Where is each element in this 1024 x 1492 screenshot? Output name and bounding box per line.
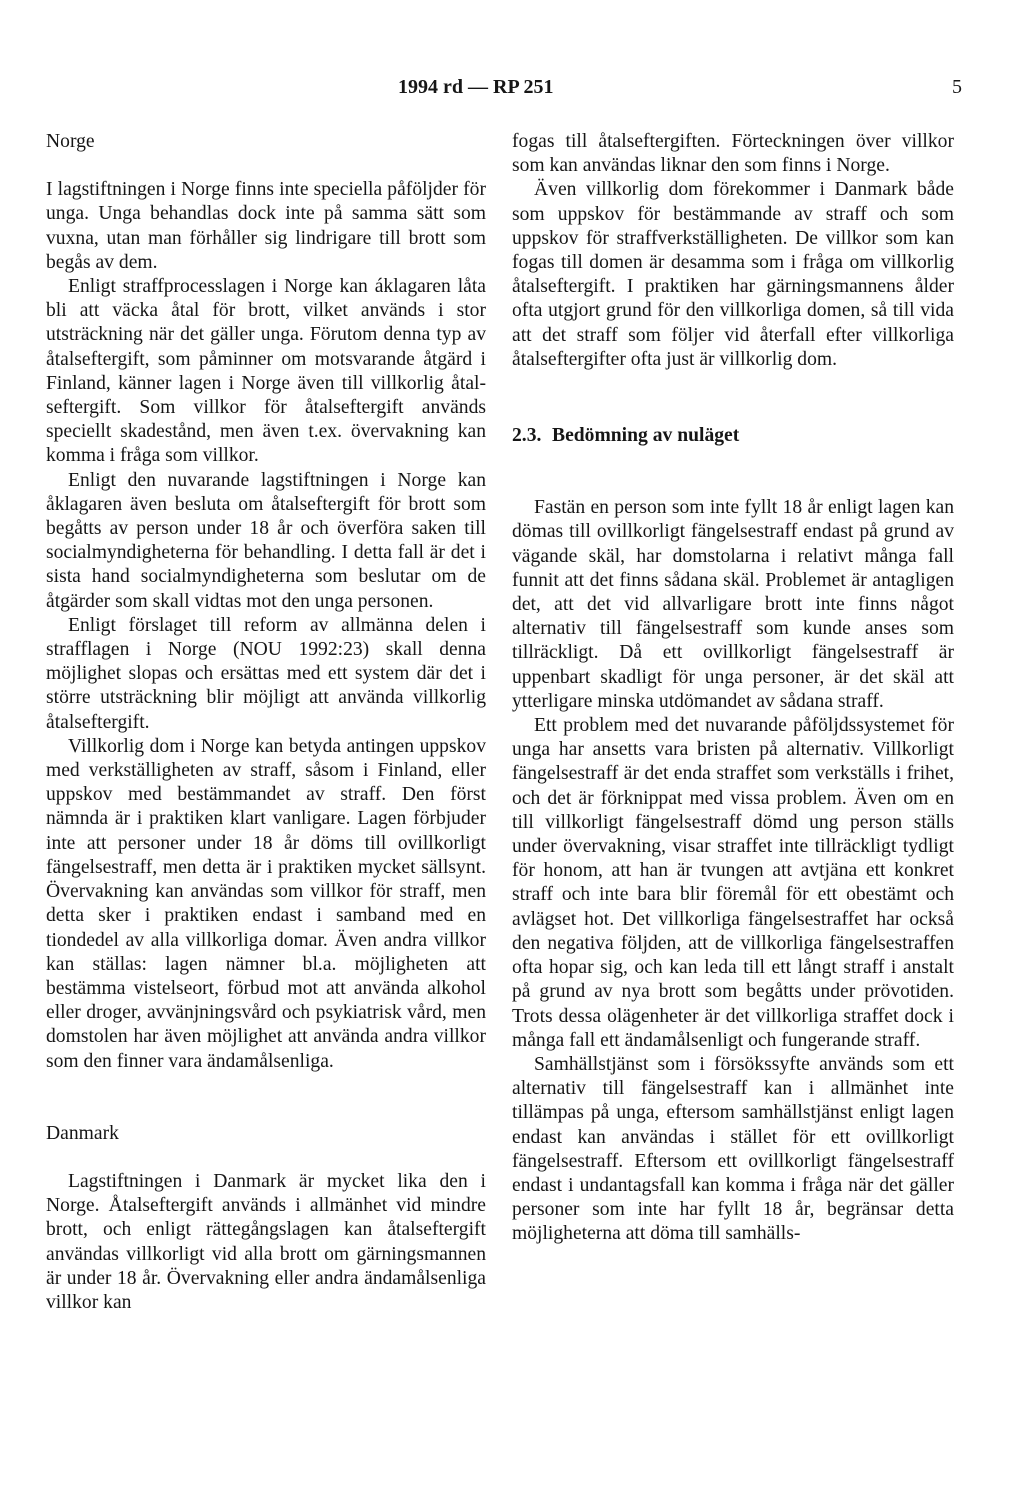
danmark-paragraph: Lagstiftningen i Danmark är mycket lika den i Norge. Åtalseftergift används i allmänhet vid mindre brott, och enligt rättegångslagen kan åtalseftergift användas villkorligt vid alla brott om gärningsmannen är under 18 år. Övervakning eller andra ändamålsenliga villkor kan xyxy=(46,1170,486,1313)
section-number: 2.3. xyxy=(512,425,542,447)
heading-danmark: Danmark xyxy=(46,1122,119,1144)
page-number: 5 xyxy=(952,76,962,98)
running-title: 1994 rd — RP 251 xyxy=(398,76,554,98)
left-column xyxy=(46,130,486,1315)
page-header xyxy=(0,76,1024,102)
section-paragraph: Ett problem med det nuvarande påföljdssystemet för unga har ansetts vara bristen på alternativ. Villkorligt fängelsestraff är det enda straffet som verkställs i frihet, och det är förknippat med vissa problem. Även om en till villkorligt fängelsestraff dömd ung person ställs under övervakning, visar straffet inte tillräckligt tydligt för honom, att han är tvungen att avtjäna ett konkret straff och inte bara blir föremål för ett obestämt och avlägset hot. Det villkorliga fängelsestraffet har också den negativa följden, att de villkorliga fängelsestraffen ofta hopar sig, och kan leda till ett långt straff i anstalt på grund av nya brott som begåtts under prövotiden. Trots dessa olägenheter är det villkorliga straffet dock i många fall ett ändamålsenligt och fungerande straff. xyxy=(512,715,954,1051)
norge-paragraph: I lagstiftningen i Norge finns inte speciella påföljder för unga. Unga behandlas dock inte på samma sätt som vuxna, utan man förhåller sig lindrigare till brott som begås av dem. xyxy=(46,179,486,273)
continued-paragraph: fogas till åtalseftergiften. Förteckningen över villkor som kan användas liknar den som finns i Norge. xyxy=(512,131,954,177)
section-title: Bedömning av nuläget xyxy=(552,425,740,447)
section-paragraph: Samhällstjänst som i försökssyfte används som ett alternativ till fängelsestraff kan i allmänhet inte tillämpas på unga, eftersom samhällstjänst enligt lagen endast kan användas i stället för ett ovillkorligt fängelsestraff. Eftersom ett ovillkorligt fängelsestraff endast i undantagsfall kan komma i fråga när det gäller personer som inte har fyllt 18 år, begränsar detta möjligheterna att döma till samhälls- xyxy=(512,1053,954,1245)
norge-paragraph: Enligt den nuvarande lagstiftningen i Norge kan åklagaren även besluta om åtalseftergift för brott som begåtts av person under 18 år och överföra saken till socialmyndigheterna för behandling. I detta fall är det i sista hand socialmyndigheterna som beslutar om de åtgärder som skall vidtas mot den unga personen. xyxy=(46,469,486,612)
section-heading xyxy=(512,424,954,448)
continued-paragraph: Även villkorlig dom förekommer i Danmark både som uppskov för bestämmande av straff och som uppskov för straffverkställigheten. De villkor som kan fogas till domen är desamma som i fråga om villkorlig åtalseftergift. I praktiken har gärningsmannens ålder ofta utgjort grund för den villkorliga domen, så till vida att det straff som följer vid återfall efter villkorliga åtalseftergifter ofta just är villkorlig dom. xyxy=(512,179,954,370)
heading-norge: Norge xyxy=(46,131,95,152)
right-column xyxy=(512,130,954,1247)
norge-paragraph: Villkorlig dom i Norge kan betyda antingen uppskov med verkställigheten av straff, såsom i Finland, eller uppskov med bestämmandet av straff. Den först nämnda är i praktiken klart vanligare. Lagen förbjuder inte att personer under 18 år döms till ovillkorligt fängelsestraff, men detta är i praktiken mycket sällsynt. Övervakning kan användas som villkor för straff, men detta sker i praktiken endast i samband med en tiondedel av alla villkorliga domar. Även andra villkor kan ställas: lagen nämner bl.a. möjligheten att bestämma vistelseort, förbud mot att använda alkohol eller droger, avvänjningsvård och psykiatrisk vård, men domstolen har även möjlighet att använda andra villkor som den finner vara ändamålsenliga. xyxy=(46,735,486,1072)
section-paragraph: Fastän en person som inte fyllt 18 år enligt lagen kan dömas till ovillkorligt fängelsestraff endast på grund av vägande skäl, har domstolarna i relativt många fall funnit att det finns sådana skäl. Problemet är antagligen det, att det vid allvarligare brott inte finns något alternativ till fängelsestraff som kunde anses som tillräckligt. Då ett ovillkorligt fängelsestraff är uppenbart skadligt för unga personer, är det skäl att ytterligare minska utdömandet av sådana straff. xyxy=(512,497,954,712)
norge-paragraph: Enligt straffprocesslagen i Norge kan áklagaren låta bli att väcka åtal för brott, vilket används i stor utsträckning när det gäller unga. Förutom denna typ av åtalseftergift, som påminner om motsvarande åtgärd i Finland, känner lagen i Norge även till villkorlig åtalseftergift. Som villkor för åtalseftergift används speciellt skadestånd, men även t.ex. övervakning kan komma i fråga som villkor. xyxy=(46,276,486,467)
norge-paragraph: Enligt förslaget till reform av allmänna delen i strafflagen i Norge (NOU 1992:23) skall denna möjlighet slopas och ersättas med ett system där det i större utsträckning blir möjligt att använda villkorlig åtalseftergift. xyxy=(46,614,486,733)
